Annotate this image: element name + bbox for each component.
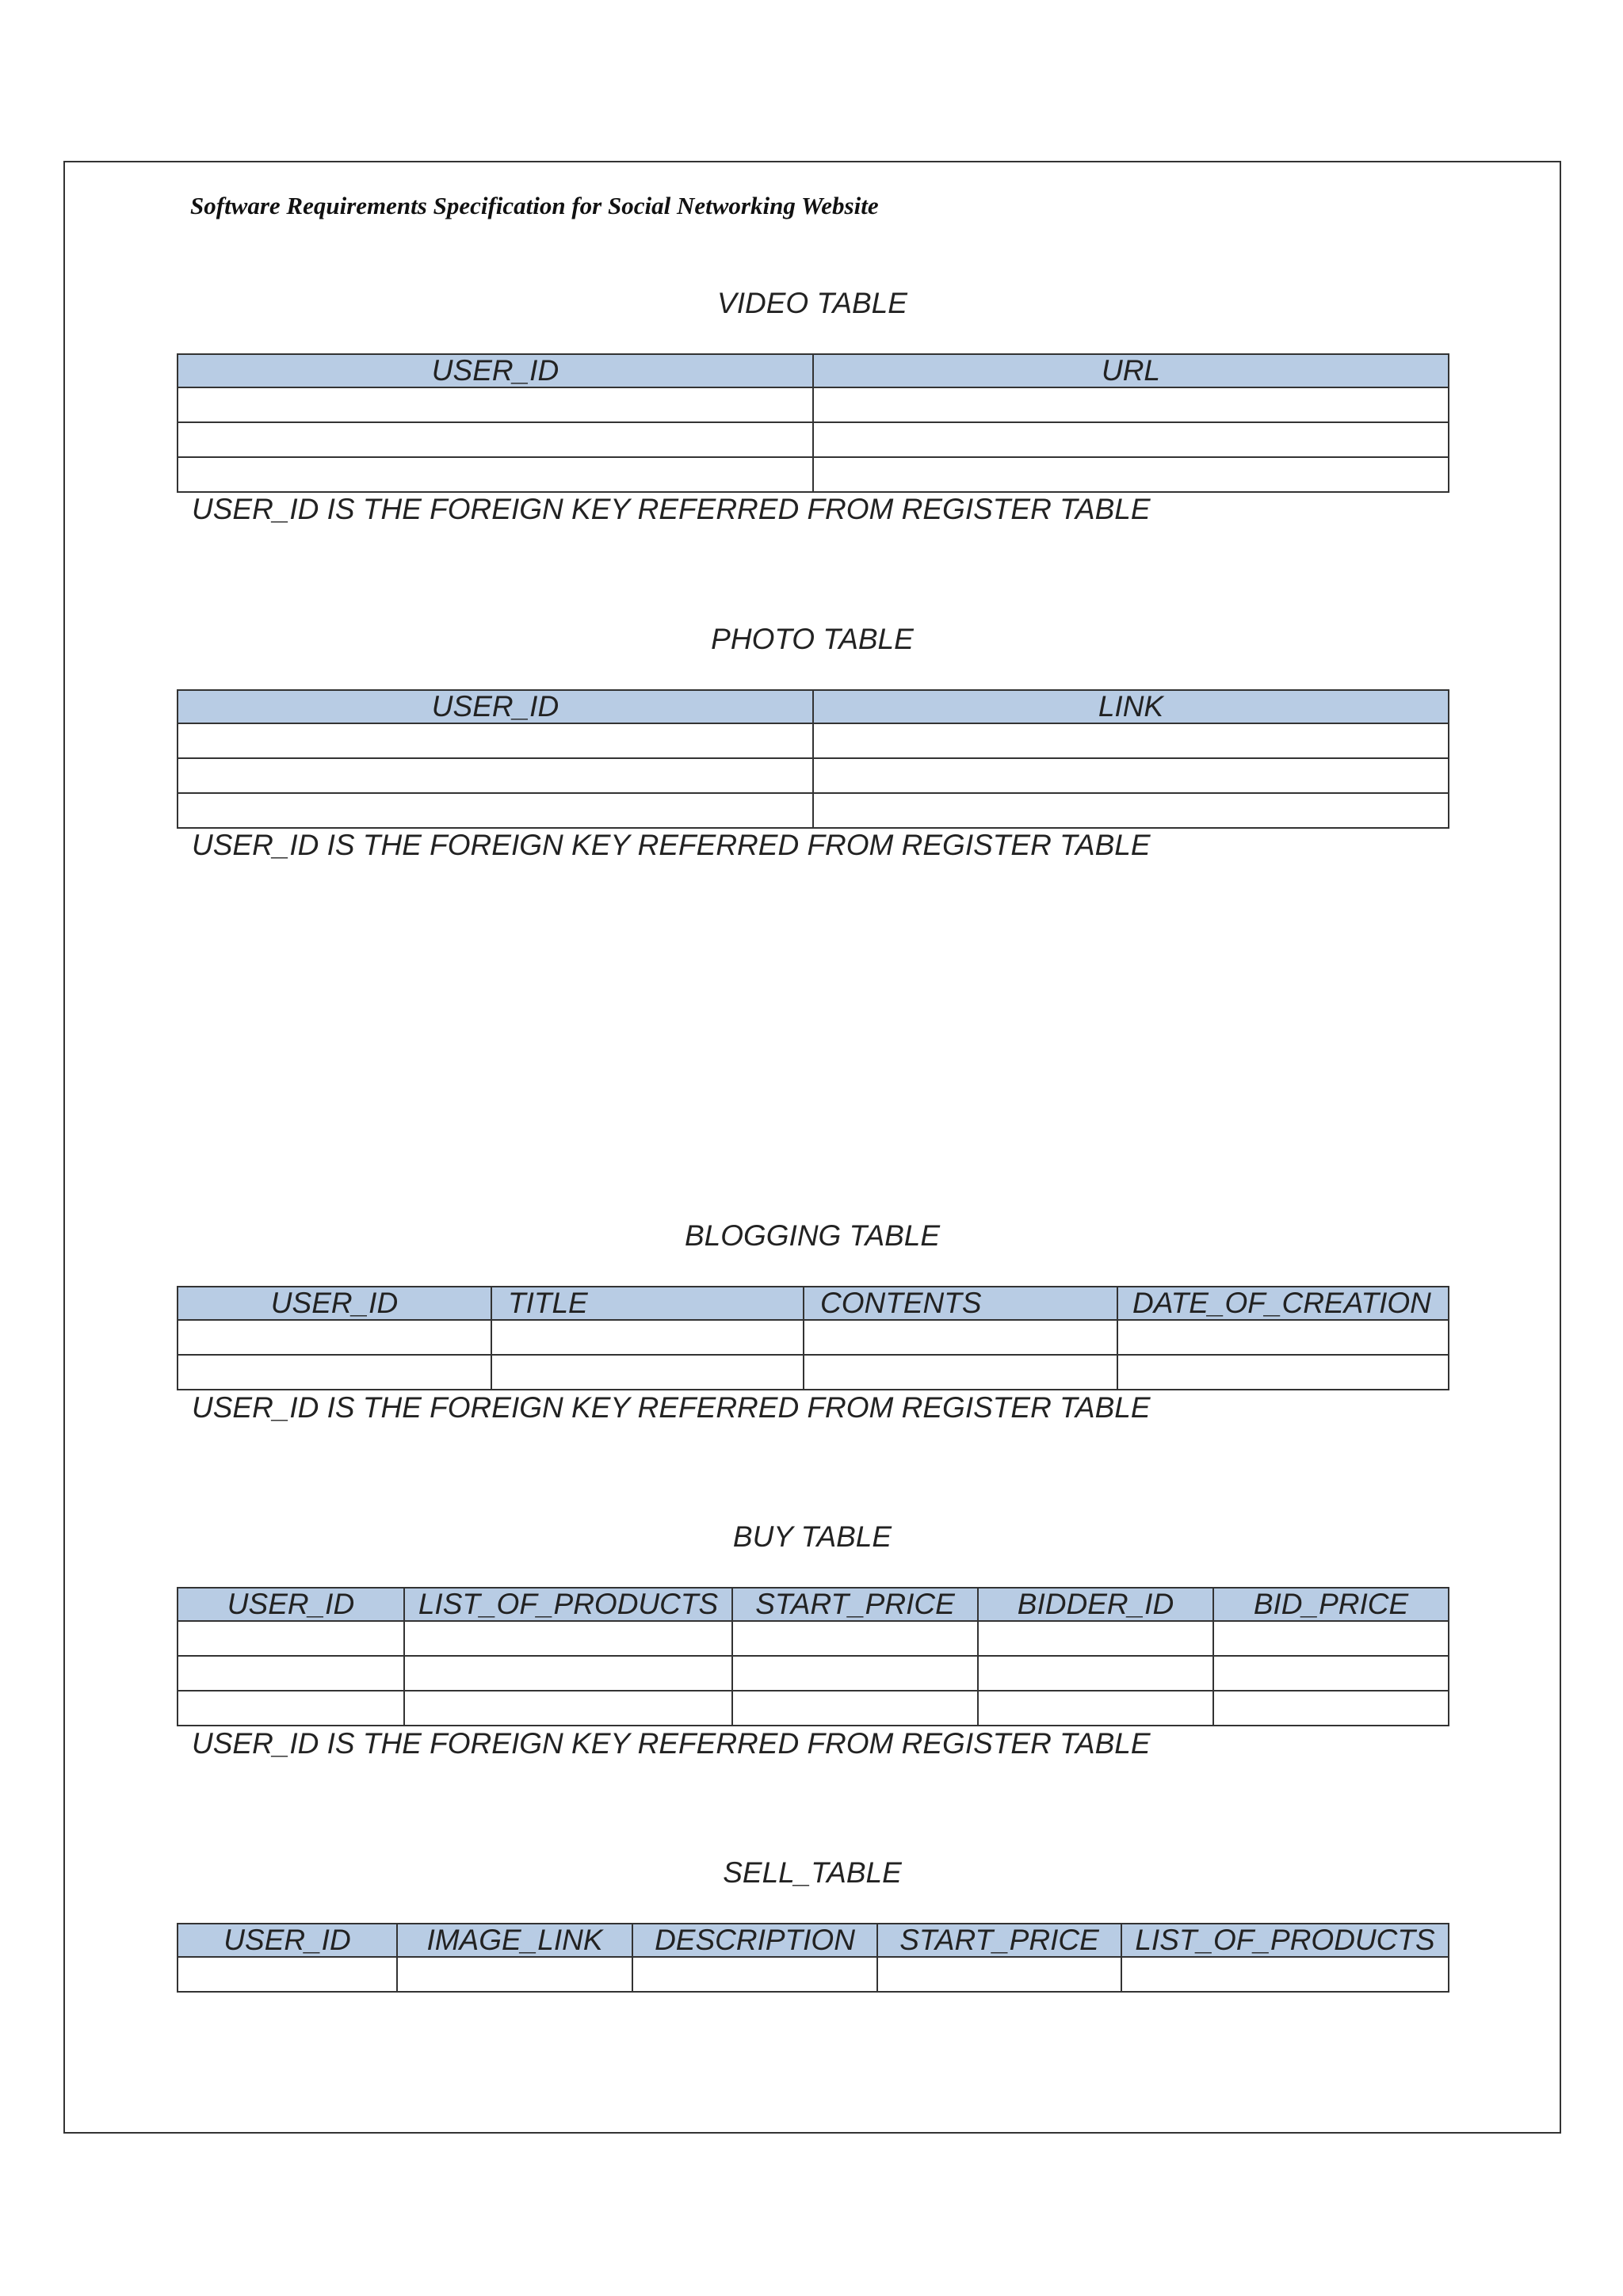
sell-col-image-link: IMAGE_LINK (397, 1924, 632, 1957)
buy-col-start-price: START_PRICE (732, 1588, 978, 1621)
photo-table-title: PHOTO TABLE (711, 623, 914, 655)
photo-foreign-key-note: USER_ID IS THE FOREIGN KEY REFERRED FROM REGISTER TABLE (192, 829, 1151, 861)
table-cell (178, 1621, 404, 1656)
table-cell (813, 387, 1449, 422)
photo-col-link: LINK (813, 690, 1449, 723)
sell-col-description: DESCRIPTION (632, 1924, 877, 1957)
blogging-col-user-id: USER_ID (178, 1287, 491, 1320)
table-cell (732, 1621, 978, 1656)
table-cell (813, 758, 1449, 793)
table-row (178, 1621, 1449, 1656)
sell-col-user-id: USER_ID (178, 1924, 397, 1957)
table-row (178, 1320, 1449, 1355)
table-row (178, 422, 1449, 457)
table-cell (813, 723, 1449, 758)
buy-table-title: BUY TABLE (732, 1520, 892, 1553)
table-cell (178, 1656, 404, 1691)
table-row (178, 758, 1449, 793)
blogging-table (177, 1286, 1449, 1390)
table-cell (178, 1691, 404, 1726)
video-col-url: URL (813, 354, 1449, 387)
table-row (178, 1957, 1449, 1992)
sell-table-title: SELL_TABLE (723, 1856, 902, 1889)
table-cell (732, 1691, 978, 1726)
table-cell (1213, 1691, 1449, 1726)
blogging-table-title: BLOGGING TABLE (684, 1219, 941, 1252)
table-cell (1213, 1621, 1449, 1656)
sell-col-start-price: START_PRICE (877, 1924, 1121, 1957)
blogging-col-date-of-creation: DATE_OF_CREATION (1117, 1287, 1449, 1320)
sell-table (177, 1923, 1449, 1993)
table-cell (178, 1320, 491, 1355)
table-cell (813, 422, 1449, 457)
buy-table (177, 1587, 1449, 1726)
table-cell (491, 1355, 804, 1390)
table-cell (404, 1691, 732, 1726)
buy-col-list-of-products: LIST_OF_PRODUCTS (404, 1588, 732, 1621)
table-cell (804, 1355, 1117, 1390)
table-cell (1213, 1656, 1449, 1691)
photo-col-user-id: USER_ID (178, 690, 813, 723)
table-cell (178, 793, 813, 828)
table-row (178, 1656, 1449, 1691)
blogging-foreign-key-note: USER_ID IS THE FOREIGN KEY REFERRED FROM REGISTER TABLE (192, 1391, 1151, 1424)
video-col-user-id: USER_ID (178, 354, 813, 387)
table-cell (813, 793, 1449, 828)
blogging-col-contents: CONTENTS (804, 1287, 1117, 1320)
table-row (178, 723, 1449, 758)
table-cell (178, 457, 813, 492)
table-cell (1117, 1355, 1449, 1390)
video-table-title: VIDEO TABLE (717, 287, 907, 319)
buy-foreign-key-note: USER_ID IS THE FOREIGN KEY REFERRED FROM REGISTER TABLE (192, 1727, 1151, 1760)
table-cell (178, 758, 813, 793)
photo-table (177, 689, 1449, 829)
table-cell (178, 1957, 397, 1992)
table-cell (1117, 1320, 1449, 1355)
table-row (178, 1355, 1449, 1390)
buy-col-bidder-id: BIDDER_ID (978, 1588, 1213, 1621)
table-row (178, 1691, 1449, 1726)
table-cell (632, 1957, 877, 1992)
table-cell (978, 1621, 1213, 1656)
sell-col-list-of-products: LIST_OF_PRODUCTS (1121, 1924, 1449, 1957)
buy-col-user-id: USER_ID (178, 1588, 404, 1621)
table-cell (877, 1957, 1121, 1992)
table-row (178, 457, 1449, 492)
table-cell (404, 1656, 732, 1691)
table-cell (978, 1691, 1213, 1726)
blogging-col-title: TITLE (491, 1287, 804, 1320)
table-cell (1121, 1957, 1449, 1992)
table-row (178, 793, 1449, 828)
table-row (178, 387, 1449, 422)
table-cell (178, 422, 813, 457)
document-header: Software Requirements Specification for Social Networking Website (190, 192, 879, 219)
table-cell (404, 1621, 732, 1656)
video-foreign-key-note: USER_ID IS THE FOREIGN KEY REFERRED FROM REGISTER TABLE (192, 493, 1151, 525)
table-cell (397, 1957, 632, 1992)
table-cell (804, 1320, 1117, 1355)
table-cell (178, 387, 813, 422)
buy-col-bid-price: BID_PRICE (1213, 1588, 1449, 1621)
table-cell (178, 723, 813, 758)
table-cell (178, 1355, 491, 1390)
table-cell (732, 1656, 978, 1691)
table-cell (813, 457, 1449, 492)
table-cell (491, 1320, 804, 1355)
video-table (177, 353, 1449, 493)
table-cell (978, 1656, 1213, 1691)
